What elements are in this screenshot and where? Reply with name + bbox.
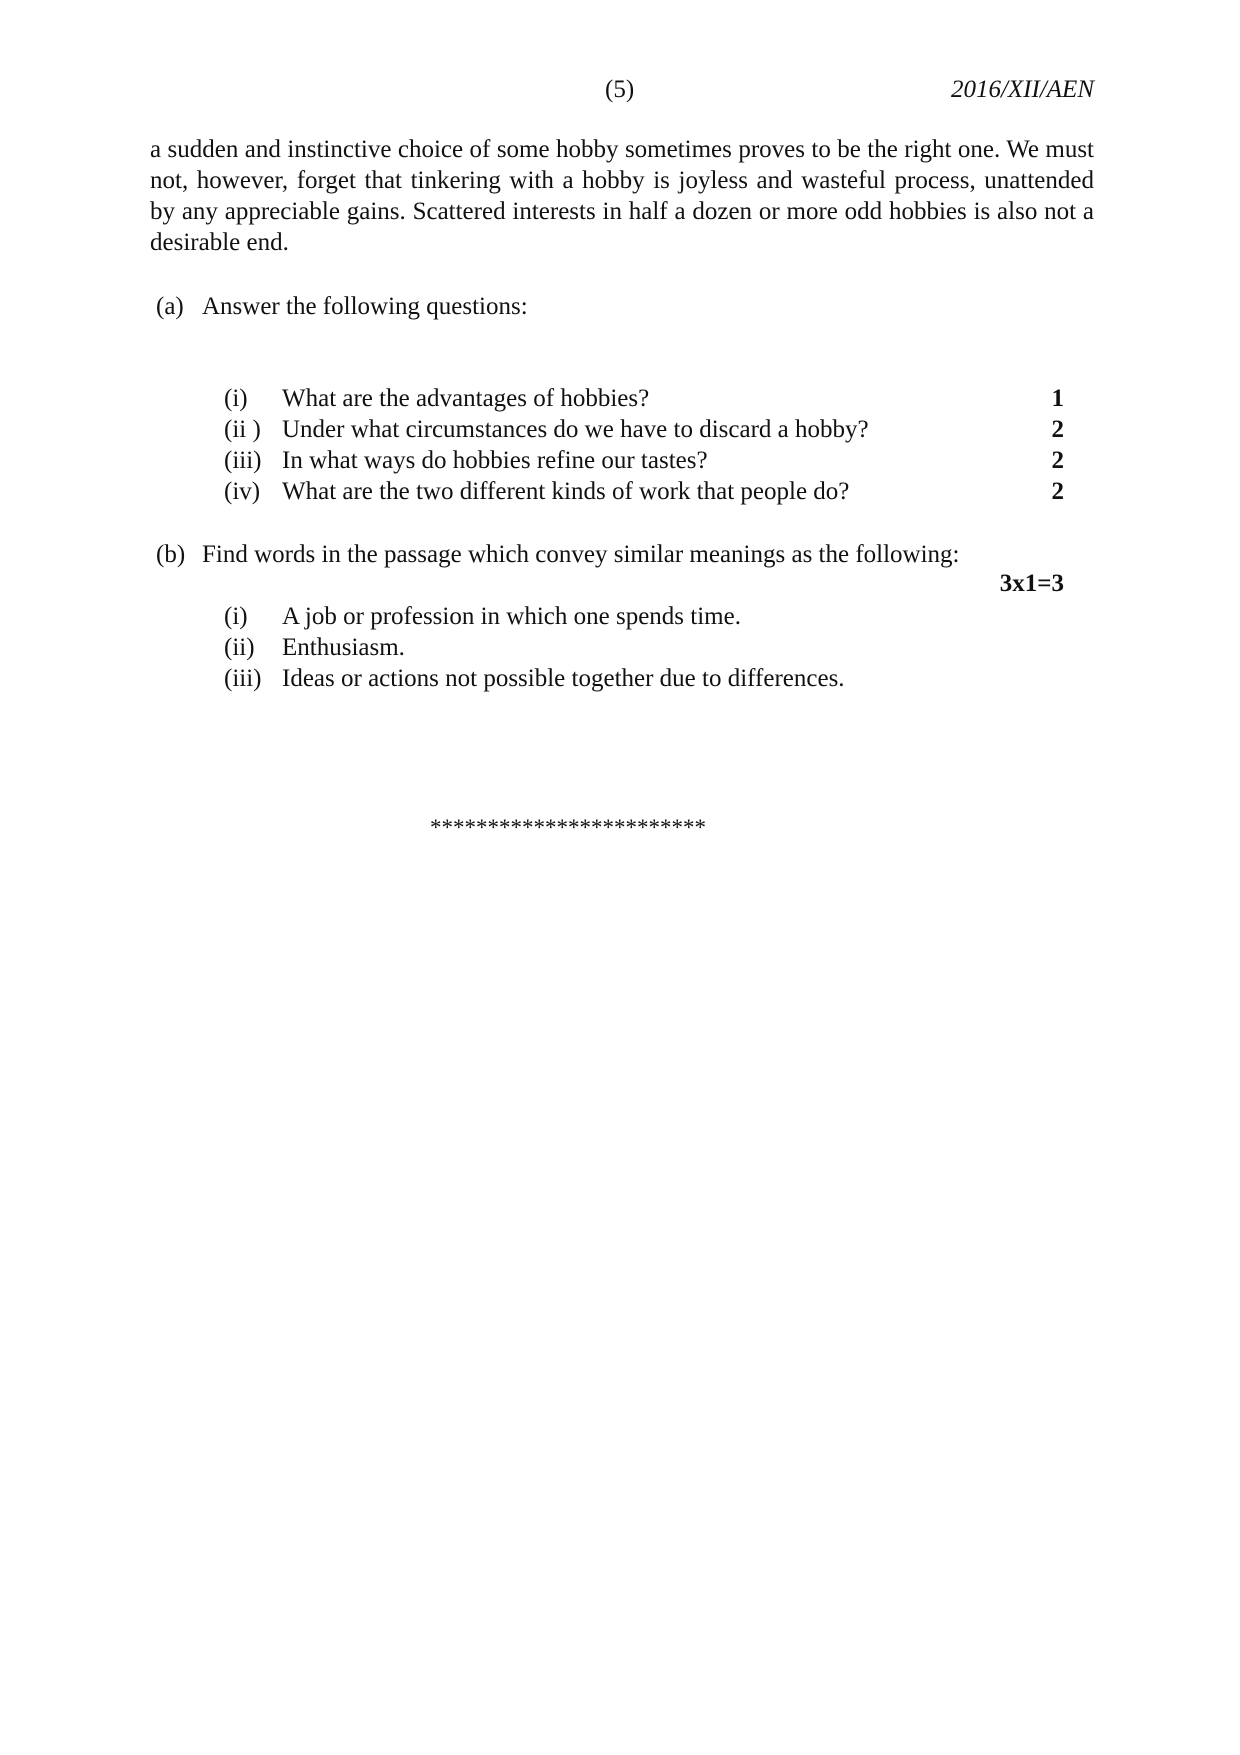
list-item [224,663,1064,694]
item-number: (iv) [224,478,261,505]
item-number: (i) [224,603,248,630]
end-divider: ************************ [430,815,706,840]
item-text: In what ways do hobbies refine our tastes? [282,447,708,474]
list-item [224,601,1064,632]
list-item [224,632,1064,663]
item-text: Under what circumstances do we have to discard a hobby? [282,416,869,443]
question-a-list [224,383,1064,507]
item-text: Ideas or actions not possible together due to differences. [282,665,845,692]
item-number: (i) [224,385,248,412]
paper-code: 2016/XII/AEN [950,76,1094,103]
question-a-prompt: Answer the following questions: [202,293,528,320]
item-number: (ii ) [224,416,261,443]
item-text: What are the two different kinds of work that people do? [282,478,850,505]
question-b-marks: 3x1=3 [999,570,1064,597]
list-item [224,383,1064,414]
item-text: Enthusiasm. [282,634,405,661]
question-b-prompt: Find words in the passage which convey similar meanings as the following: [202,541,960,568]
item-marks: 2 [1051,447,1064,474]
question-a-heading [156,291,528,322]
item-marks: 2 [1051,416,1064,443]
list-item [224,445,1064,476]
item-number: (ii) [224,634,255,661]
item-marks: 2 [1051,478,1064,505]
passage [150,134,1094,258]
item-number: (iii) [224,447,262,474]
list-item [224,414,1064,445]
passage-text: a sudden and instinctive choice of some hobby sometimes proves to be the right one. We must not, however, forget that tinkering with a hobby is joyless and wasteful process, unattended by any appreciable gains. Scattered interests in half a dozen or more odd hobbies is also not a desirable end. [150,136,1094,256]
item-number: (iii) [224,665,262,692]
item-text: A job or profession in which one spends time. [282,603,741,630]
question-b-label: (b) [156,541,186,568]
item-marks: 1 [1051,385,1064,412]
question-b-list [224,601,1064,694]
item-text: What are the advantages of hobbies? [282,385,650,412]
list-item [224,476,1064,507]
question-b-heading [156,539,960,570]
page-number: (5) [605,76,635,103]
question-a-label: (a) [156,293,184,320]
